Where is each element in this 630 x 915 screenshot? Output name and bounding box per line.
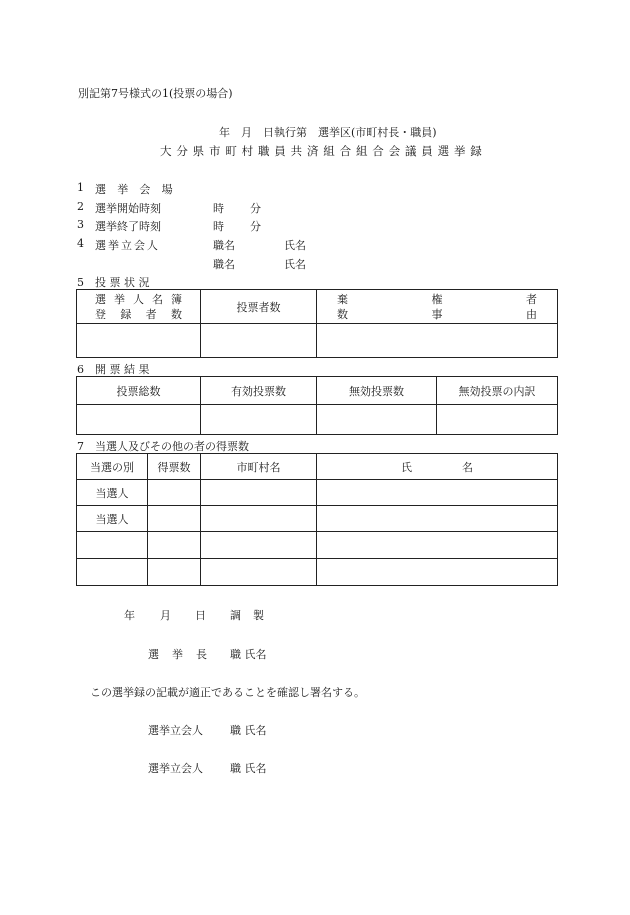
c1a-1: 挙 — [114, 292, 125, 306]
votes-cell[interactable] — [148, 480, 201, 506]
name-header — [317, 454, 558, 480]
voters-count-header: 投票者数 — [201, 290, 317, 324]
date-day: 日 — [195, 609, 206, 622]
date-month: 月 — [160, 609, 171, 622]
municipality-header: 市町村名 — [201, 454, 317, 480]
section-7-heading: 7 当選人及びその他の者の得票数 — [77, 440, 249, 453]
prepared-1: 調 — [230, 609, 241, 622]
invalid-votes-header: 無効投票数 — [317, 377, 437, 405]
name-cell[interactable] — [317, 559, 558, 586]
elected-type-header: 当選の別 — [77, 454, 148, 480]
c1b-0: 登 — [95, 307, 106, 321]
c3b-1: 事 — [431, 307, 443, 321]
title-line-1: 年 月 日執行第 選挙区(市町村長・職員) — [219, 126, 437, 139]
elected-type-cell: 当選人 — [77, 480, 148, 506]
c3a-1: 権 — [431, 292, 443, 306]
invalid-votes-cell[interactable] — [317, 405, 437, 435]
c3b-0: 数 — [337, 307, 348, 321]
votes-cell[interactable] — [148, 506, 201, 532]
chief-3: 長 — [196, 648, 207, 661]
form-label: 別記第7号様式の1(投票の場合) — [78, 87, 233, 100]
date-year: 年 — [124, 609, 135, 622]
item-2-minute: 分 — [250, 202, 261, 215]
c1a-4: 簿 — [171, 292, 182, 306]
witness-2-signature: 職 氏名 — [230, 762, 267, 775]
voting-status-table — [76, 289, 558, 358]
counting-results-table — [76, 376, 558, 435]
invalid-breakdown-header: 無効投票の内訳 — [437, 377, 558, 405]
item-3-number: 3 — [77, 218, 84, 231]
votes-header: 得票数 — [148, 454, 201, 480]
chief-signature: 職 氏名 — [230, 648, 267, 661]
name-cell[interactable] — [317, 506, 558, 532]
item-4-label: 選挙立会人 — [95, 239, 160, 252]
voters-count-cell[interactable] — [201, 324, 317, 358]
item-2-hour: 時 — [213, 202, 224, 215]
item-2-number: 2 — [77, 200, 84, 213]
valid-votes-cell[interactable] — [201, 405, 317, 435]
municipality-cell[interactable] — [201, 559, 317, 586]
item-3-minute: 分 — [250, 220, 261, 233]
elected-type-cell[interactable] — [77, 532, 148, 559]
municipality-cell[interactable] — [201, 480, 317, 506]
item-4-name-2: 氏名 — [284, 258, 306, 271]
section-6-heading: 6 開 票 結 果 — [77, 363, 150, 376]
c1a-0: 選 — [95, 292, 106, 306]
votes-cell[interactable] — [148, 532, 201, 559]
section-5-heading: 5 投 票 状 況 — [77, 276, 150, 289]
c1b-1: 録 — [120, 307, 132, 321]
registered-voters-cell[interactable] — [77, 324, 201, 358]
item-2-label: 選挙開始時刻 — [95, 202, 161, 215]
elected-type-cell: 当選人 — [77, 506, 148, 532]
vote-count-table — [76, 453, 558, 586]
item-4-post: 職名 — [213, 239, 235, 252]
prepared-2: 製 — [253, 609, 264, 622]
municipality-cell[interactable] — [201, 532, 317, 559]
title-line-2: 大分県市町村職員共済組合組合会議員選挙録 — [160, 144, 487, 158]
name-cell[interactable] — [317, 532, 558, 559]
votes-cell[interactable] — [148, 559, 201, 586]
c1b-2: 者 — [145, 307, 157, 321]
item-4-name: 氏名 — [284, 239, 306, 252]
c3a-0: 棄 — [337, 292, 348, 306]
registered-voters-header — [77, 290, 201, 324]
witness-1-signature: 職 氏名 — [230, 724, 267, 737]
witness-1-label: 選挙立会人 — [148, 724, 203, 737]
c3a-2: 者 — [526, 292, 537, 306]
witness-2-label: 選挙立会人 — [148, 762, 203, 775]
chief-1: 選 — [148, 648, 159, 661]
invalid-breakdown-cell[interactable] — [437, 405, 558, 435]
c1b-3: 数 — [170, 307, 182, 321]
item-3-label: 選挙終了時刻 — [95, 220, 161, 233]
abstention-cell[interactable] — [317, 324, 558, 358]
item-1-label: 選 挙 会 場 — [95, 183, 177, 196]
elected-type-cell[interactable] — [77, 559, 148, 586]
valid-votes-header: 有効投票数 — [201, 377, 317, 405]
name-cell[interactable] — [317, 480, 558, 506]
municipality-cell[interactable] — [201, 506, 317, 532]
item-3-hour: 時 — [213, 220, 224, 233]
chief-2: 挙 — [172, 648, 183, 661]
total-votes-cell[interactable] — [77, 405, 201, 435]
confirmation-statement: この選挙録の記載が適正であることを確認し署名する。 — [90, 686, 365, 699]
c1a-3: 名 — [152, 292, 163, 306]
name-header-given: 名 — [462, 460, 473, 474]
item-1-number: 1 — [77, 181, 84, 194]
c1a-2: 人 — [133, 292, 144, 306]
c3b-2: 由 — [526, 307, 537, 321]
item-4-post-2: 職名 — [213, 258, 235, 271]
name-header-surname: 氏 — [401, 460, 412, 474]
abstention-header — [317, 290, 558, 324]
item-4-number: 4 — [77, 237, 84, 250]
total-votes-header: 投票総数 — [77, 377, 201, 405]
